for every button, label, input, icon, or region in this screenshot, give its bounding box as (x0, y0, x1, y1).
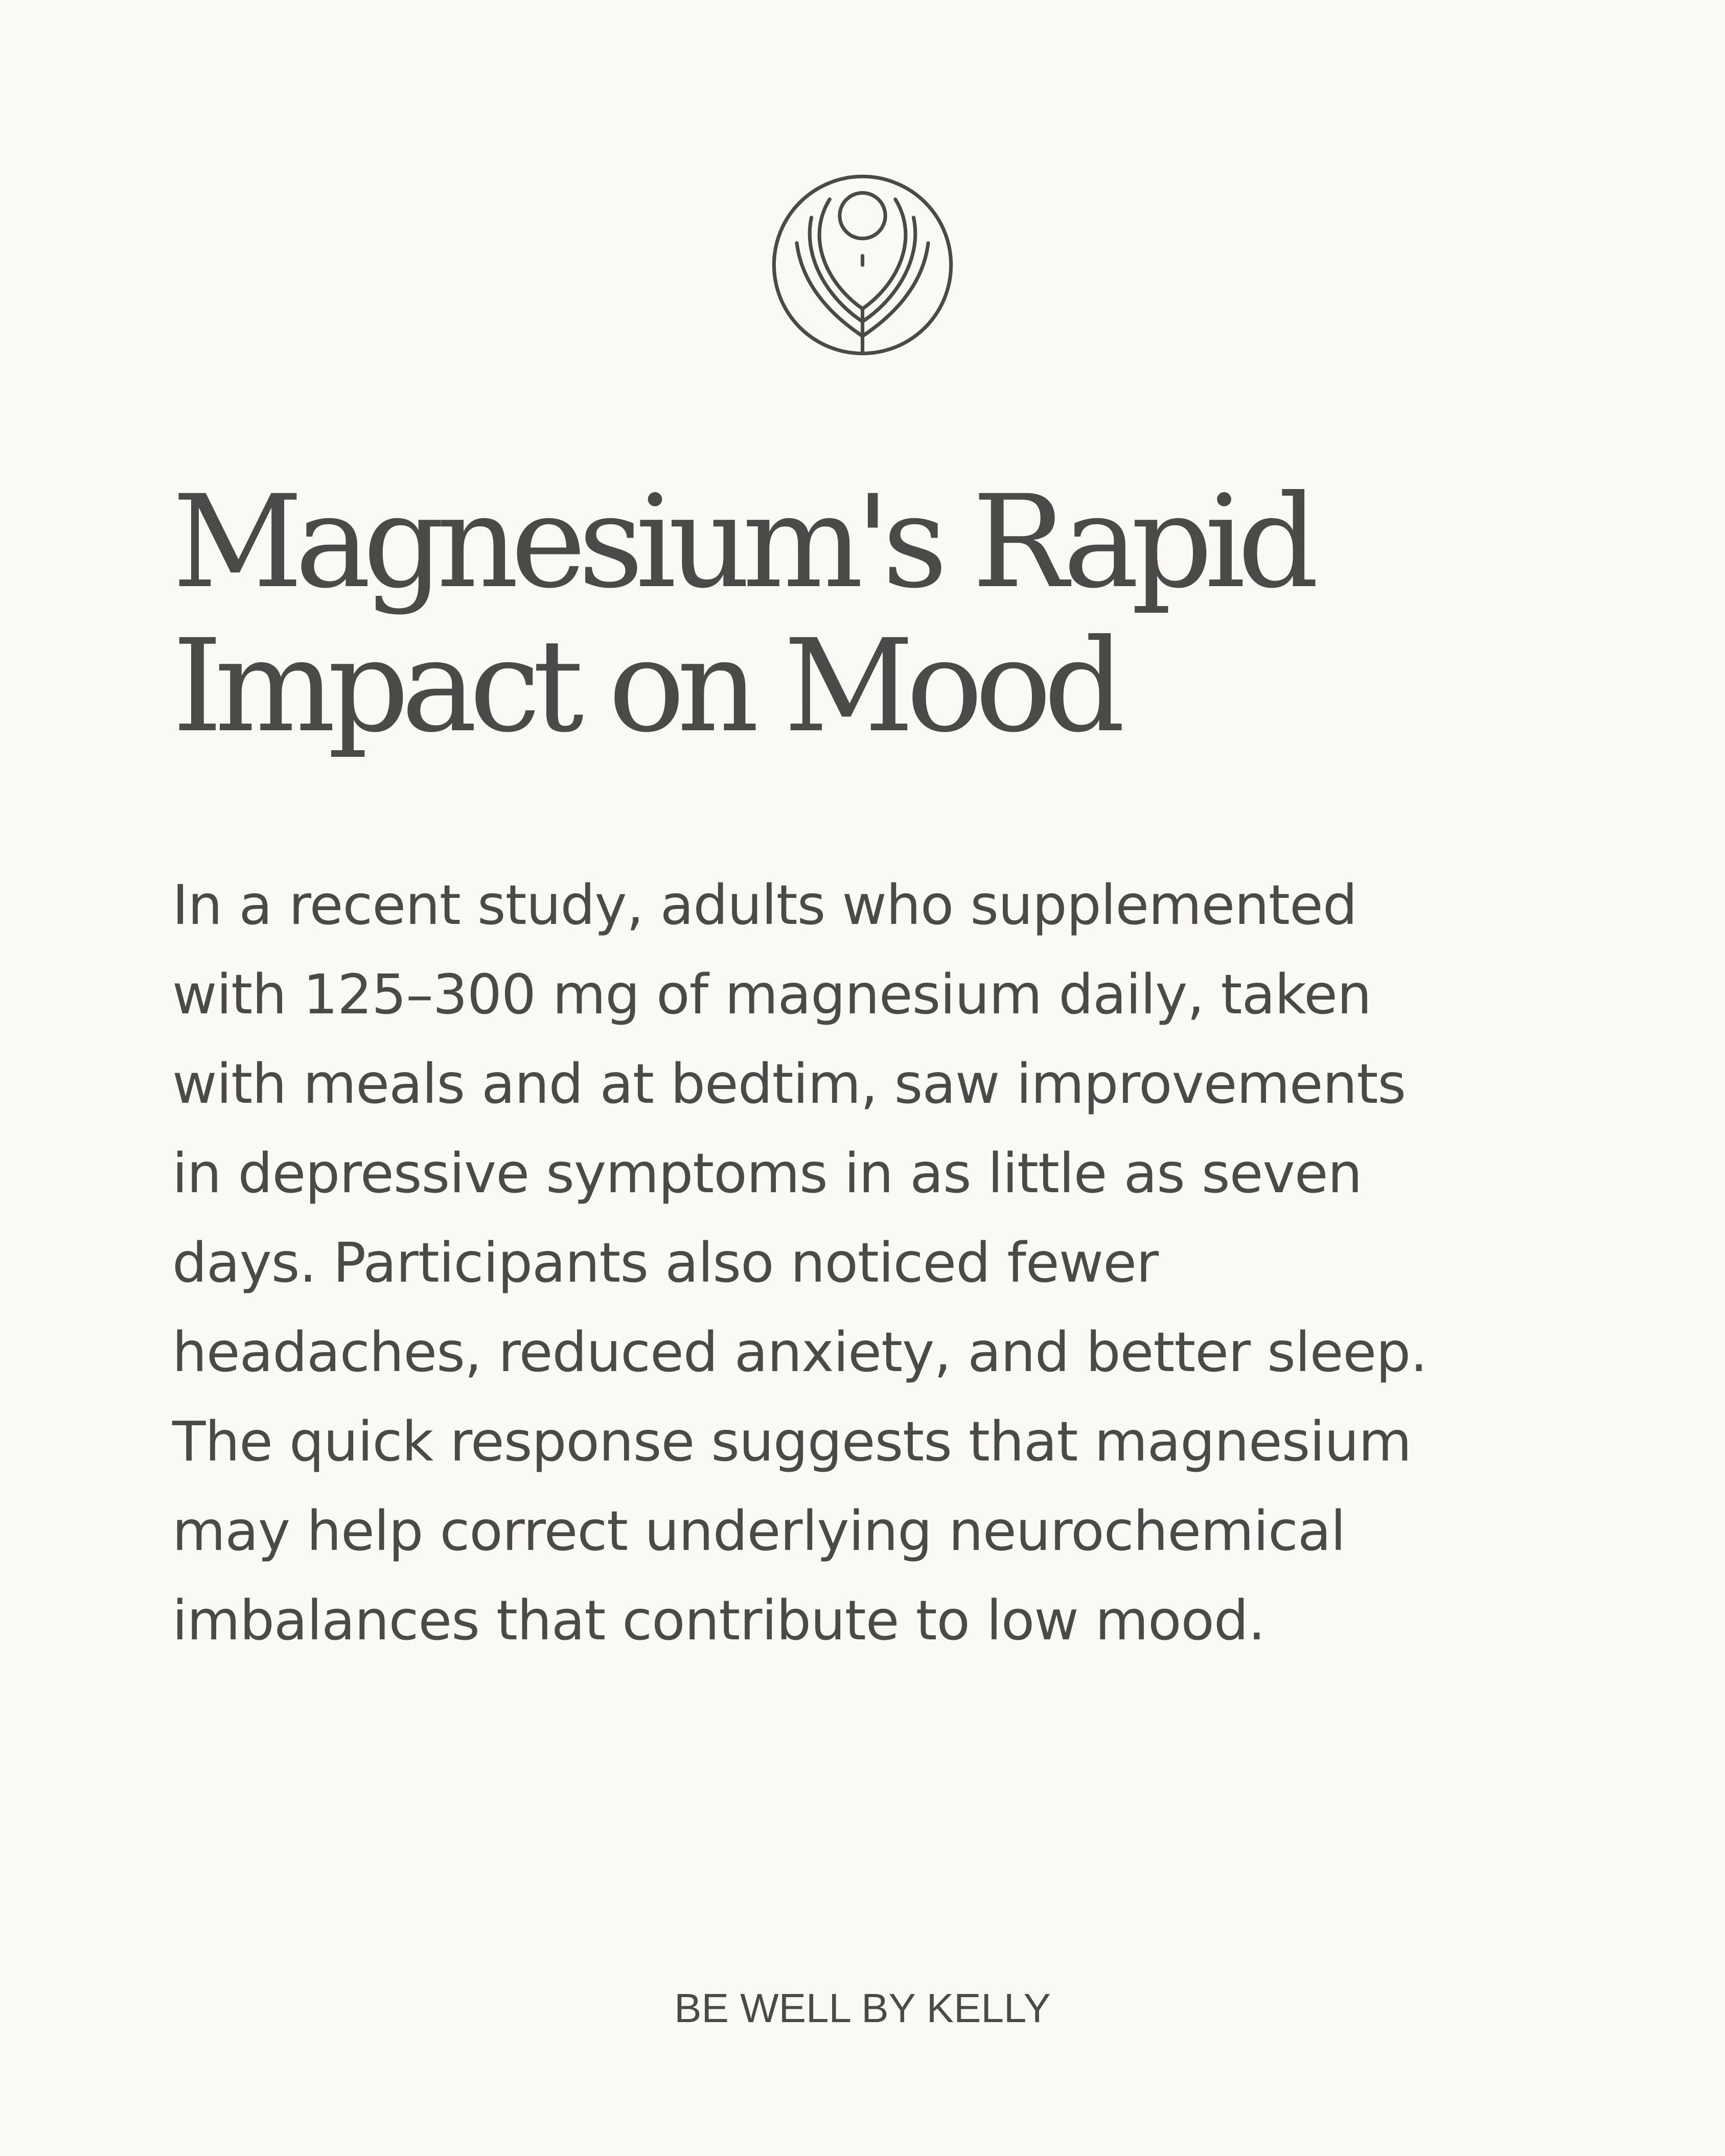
title-line: Magnesium's Rapid (172, 468, 1311, 616)
title-line: Impact on Mood (172, 612, 1117, 760)
body-paragraph (172, 861, 1578, 1666)
body-line: with 125–300 mg of magnesium daily, taken (172, 963, 1371, 1027)
body-line: The quick response suggests that magnesium (172, 1410, 1412, 1474)
page-title (172, 470, 1552, 758)
body-line: in depressive symptoms in as little as seven (172, 1142, 1362, 1205)
body-line: In a recent study, adults who supplemented (172, 874, 1357, 937)
brand-logo (771, 174, 954, 356)
circle-emblem-icon (771, 174, 954, 356)
body-line: days. Participants also noticed fewer (172, 1232, 1159, 1295)
body-line: may help correct underlying neurochemical (172, 1500, 1346, 1563)
body-line: with meals and at bedtim, saw improvements (172, 1053, 1406, 1116)
body-line: imbalances that contribute to low mood. (172, 1589, 1265, 1653)
body-line: headaches, reduced anxiety, and better sleep. (172, 1321, 1428, 1384)
footer-brand: BE WELL BY KELLY (674, 1985, 1051, 2031)
